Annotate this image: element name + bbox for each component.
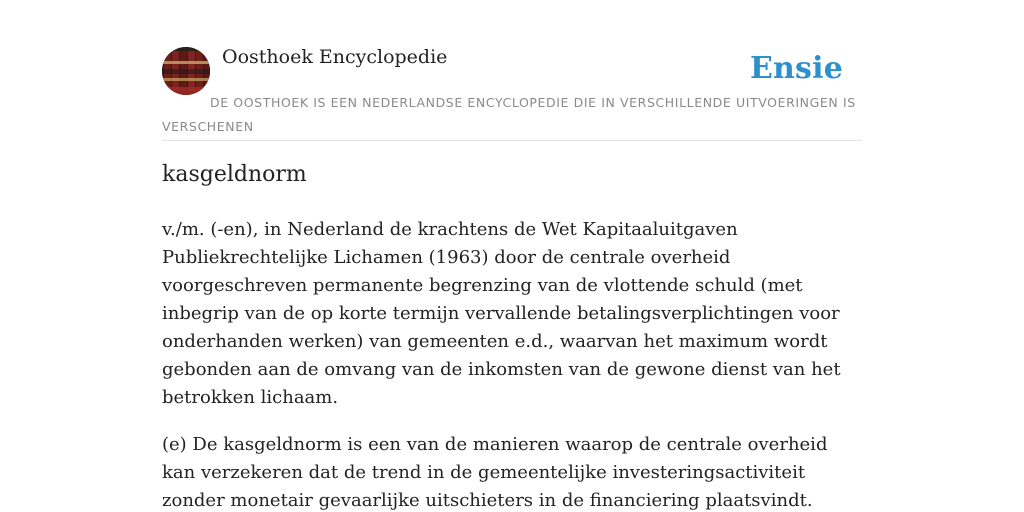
entry-paragraph: v./m. (-en), in Nederland de krachtens de Wet Kapitaaluitgaven Publiekrechtelijke Lichamen (1963) door de centrale overheid voorgeschreven permanente begrenzing van de vlottende schuld (met inbegrip van de op korte termijn vervallende betalingsverplichtingen voor onderhanden werken) van gemeenten e.d., waarvan het maximum wordt gebonden aan de omvang van de inkomsten van de gewone dienst van het betrokken lichaam. bbox=[162, 219, 841, 408]
entry-body bbox=[162, 216, 862, 512]
site-header bbox=[162, 0, 862, 141]
entry-title: kasgeldnorm bbox=[162, 162, 307, 187]
site-title[interactable]: Oosthoek Encyclopedie bbox=[222, 46, 448, 68]
entry-paragraph: (e) De kasgeldnorm is een van de manieren waarop de centrale overheid kan verzekeren dat de trend in de gemeentelijke investeringsactiviteit zonder monetair gevaarlijke uitschieters in de financiering plaatsvindt. bbox=[162, 434, 828, 511]
site-tagline: DE OOSTHOEK IS EEN NEDERLANDSE ENCYCLOPEDIE DIE IN VERSCHILLENDE UITVOERINGEN IS VERSCHENEN bbox=[162, 95, 856, 134]
brand-logo[interactable]: Ensie bbox=[749, 51, 843, 86]
page-container bbox=[162, 0, 862, 512]
encyclopedia-books-icon[interactable] bbox=[162, 47, 210, 95]
